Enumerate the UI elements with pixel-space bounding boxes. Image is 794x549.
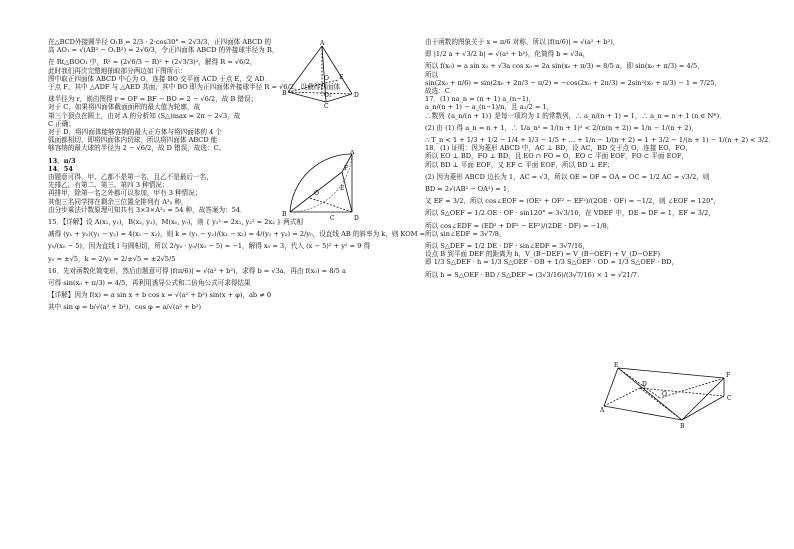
- text-line: 即 1/3 S△DEF · h = 1/3 S△OEF · OB + 1/3 S△OEF · OD = 1/3 S△OEF · BD，: [425, 258, 679, 267]
- text-line: 球半径为 r，则由图得 r = OF = BF − BO = 2 − √6/2，故 B 错误；: [48, 95, 258, 104]
- text-line: 此时我们再次完整地抽取部分两边如下图所示：: [48, 66, 187, 75]
- label-A: A: [350, 150, 355, 156]
- text-line: 【详解】因为 f(x) = a sin x + b cos x = √(a² + b²) sin(x + φ)，ab ≠ 0: [48, 291, 272, 300]
- label-C: C: [324, 103, 329, 108]
- text-line: 高 AO₁ = √(AB² − O₁B²) = 2√6/3，令正四面体 ABCD 的外接球半径为 R，: [48, 46, 279, 55]
- text-line: 所以 f(x₀) = a sin x₀ + √3a cos x₀ = 2a sin(x₀ + π/3) = 8/5 a，即 sin(x₀ + π/3) = 4/5，: [425, 62, 704, 71]
- rhombus-solid-figure: [600, 360, 750, 430]
- text-line: y₀ = ±√5，k = 2/y₀ = 2/±√5 = ±2√5/5: [48, 254, 176, 263]
- label-A: A: [320, 40, 325, 47]
- tetrahedron-figure: [282, 40, 362, 108]
- text-line: 第三个顶点在圆上，由对 A 的分析知 (S△)max = 2π − 2√3，故: [48, 111, 241, 120]
- label-F: F: [726, 372, 731, 379]
- text-line: 所以 sin∠EDF = 3√7/8，: [425, 229, 506, 238]
- answer-14: 14．54: [48, 164, 73, 173]
- text-line: (2) 由 (1) 得 a_n = n + 1，∴ 1/a_n² = 1/(n + 1)² < 2/(n(n + 2)) = 1/n − 1/(n + 2)，: [425, 123, 698, 132]
- text-line: 再排甲，除第一名之外都可以参加，甲有 3 种情况；: [48, 189, 202, 198]
- text-line: 图中取正四面体 ABCD 中心为 O，连接 BO 交平面 ACD 于点 E，交 AD: [48, 74, 265, 83]
- text-line: 可得 sin(x₀ + π/3) = 4/5，再利用诱导公式和二倍角公式可求得结果: [48, 279, 251, 288]
- answer-13: 13．π/3: [48, 156, 76, 165]
- text-line: 在△BCD外接圆半径 O₁B = 2/3 · 2·cos30° = 2√3/3，正四面体 ABCD 的: [48, 38, 272, 46]
- text-line: 其他三名同学排在剩余三位置全排列有 A³₃ 种，: [48, 197, 188, 206]
- text-line: 弧面都相切，即将四面体内切球，所以将四面体 ABCD 能: [48, 136, 218, 145]
- label-A: A: [600, 407, 605, 414]
- right-column: [425, 38, 775, 279]
- text-line: 设点 B 到平面 DEF 的距离为 h，V_(B−DEF) = V_(B−OEF) + V_(D−OEF): [425, 250, 661, 259]
- label-D: D: [354, 92, 359, 99]
- text-line: C 正确；: [48, 119, 75, 128]
- label-E: E: [339, 74, 344, 81]
- label-D: D: [642, 381, 647, 388]
- text-line: 于点 F，其中 △ADF 与 △AED 共面，其中 BO 即为正四面体外接球半径 R = √6/2，设截得四面体: [48, 83, 341, 92]
- text-line: 18．(1) 证明：因为菱形 ABCD 中，AC ⊥ BD，设 AC，BD 交于点 O，连接 EO，FO，: [425, 144, 692, 153]
- text-line: sin(2x₀ + π/6) = sin(2x₀ + 2π/3 − π/2) = −cos(2x₀ + 2π/3) = 2sin²(x₀ + π/3) − 1 = 7/25，: [425, 78, 722, 87]
- text-line: 所以 EO ⊥ BD，FO ⊥ BD，且 EO ∩ FO = O，EO ⊂ 平面 EOF，FO ⊂ 平面 EOF，: [425, 152, 689, 161]
- text-line: 即 |1/2 a + √3/2 b| = √(a² + b²)，化简得 b = √3a，: [425, 50, 590, 59]
- label-F: F: [344, 165, 349, 172]
- text-line: 故选：C．: [425, 87, 457, 96]
- text-line: 所以: [425, 70, 439, 79]
- text-line: 由于函数的图象关于 x = π/6 对称，所以 |f(π/6)| = √(a² + b²)，: [425, 38, 620, 46]
- label-C: C: [330, 215, 335, 222]
- text-line: 对于 D，将四面体能够容纳的最大正方体与将四面体的 4 个: [48, 128, 223, 137]
- text-line: 其中 sin φ = b/√(a² + b²)，cos φ = a/√(a² + b²): [48, 303, 202, 312]
- text-line: 所以 S△DEF = 1/2 DE · DF · sin∠EDF = 3√7/16，: [425, 242, 589, 251]
- text-line: ∴数列 {a_n/(n + 1)} 是每一项均为 1 的常数列，∴ a_n/(n + 1) = 1，∴ a_n = n + 1 (n ∈ N*)．: [425, 111, 726, 120]
- text-line: BD = 2√(AB² − OA²) = 1，: [425, 185, 514, 194]
- text-line: 对于 C，如果将四面体截面面积的最大值为轮廓，故: [48, 103, 201, 112]
- text-line: a_n/(n + 1) − a_(n−1)/n，且 a₁/2 = 1，: [425, 103, 554, 112]
- text-line: 所以 cos∠EDF = (ED² + DF² − EF²)/(2DE · DF) = −1/8，: [425, 221, 614, 230]
- text-line: y₀/(x₀ − 5)，因为直线 l 与圆相切，所以 2/y₀ · y₀/(x₀ − 5) = −1，解得 x₀ = 3，代入 (x − 5)² + y² = 9 得: [48, 242, 371, 251]
- label-O: O: [324, 75, 329, 82]
- text-line: 所以 BD ⊥ 平面 EOF，又 EF ⊂ 平面 EOF，所以 BD ⊥ EF；: [425, 160, 614, 169]
- sphere-section-figure: [280, 150, 365, 222]
- text-line: ∴ T_n < 1 + 1/3 + 1/2 − 1/4 + 1/3 − 1/5 + … + 1/n − 1/(n + 2) = 1 + 3/2 − 1/(n + 1) − 1/(n + 2) < 3/2．: [425, 136, 775, 145]
- label-E: E: [614, 362, 619, 369]
- text-line: 由题意可得，甲、乙都不是第一名，且乙不是最后一名，: [48, 173, 213, 182]
- text-line: 所以 h = S△OEF · BD / S△DEF = (3√3/16)/(3√7/16) × 1 = √21/7．: [425, 270, 644, 279]
- text-line: 所以 S△OEF = 1/2 OE · OF · sin120° = 3√3/16，在 VDEF 中，DE = DF = 1，EF = 3/2，: [425, 209, 715, 218]
- text-line: 又 EF = 3/2，所以 cos∠EOF = (OE² + OF² − EF²)/(2OE · OF) = −1/2，则 ∠EOF = 120°，: [425, 197, 721, 206]
- label-B: B: [282, 90, 287, 97]
- label-B: B: [680, 423, 685, 430]
- text-line: 17．(1) na_n = (n + 1) a_(n−1)，: [425, 95, 536, 104]
- text-line: (2) 因为菱形 ABCD 边长为 1，AC = √3，所以 OE = OF = OA = OC = 1/2 AC = √3/2，则: [425, 172, 710, 181]
- label-O: O: [314, 190, 319, 197]
- text-line: 16．先对函数化简变形，然后由题意可得 |f(π/6)| = √(a² + b²)，求得 b = √3a，再由 f(x₀) = 8/5 a: [48, 266, 346, 275]
- label-O: O: [662, 391, 667, 398]
- label-B: B: [282, 211, 287, 218]
- label-E: E: [340, 185, 345, 192]
- text-line: 减得 (y₁ + y₂)(y₁ − y₂) = 4(x₁ − x₂)，则 k = (y₁ − y₂)/(x₁ − x₂) = 4/(y₁ + y₂) = 2/y₀，设直线 AB 的斜率为 k，则 KOM =: [48, 230, 426, 239]
- label-C: C: [727, 395, 732, 402]
- text-line: 由分步乘法计数原理可知共有 3×3×A³₃ = 54 种，故答案为：54．: [48, 205, 247, 214]
- text-line: 先排乙，有第二、第三、第四 3 种情况；: [48, 181, 169, 190]
- text-line: 15．【详解】设 A(x₁, y₁)，B(x₂, y₂)，M(x₀, y₀)，则 { y₁² = 2x₁, y₂² = 2x₂ } 两式相: [48, 218, 304, 227]
- text-line: 够容纳的最大球的半径为 2 − √6/2，故 D 错误，故选：C。: [48, 144, 226, 153]
- text-line: 在 Rt△BOO₁ 中，R² = (2√6/3 − R)² + (2√3/3)²，解得 R = √6/2，: [48, 58, 257, 67]
- label-O1: O₁: [324, 92, 332, 99]
- label-D: D: [354, 215, 359, 222]
